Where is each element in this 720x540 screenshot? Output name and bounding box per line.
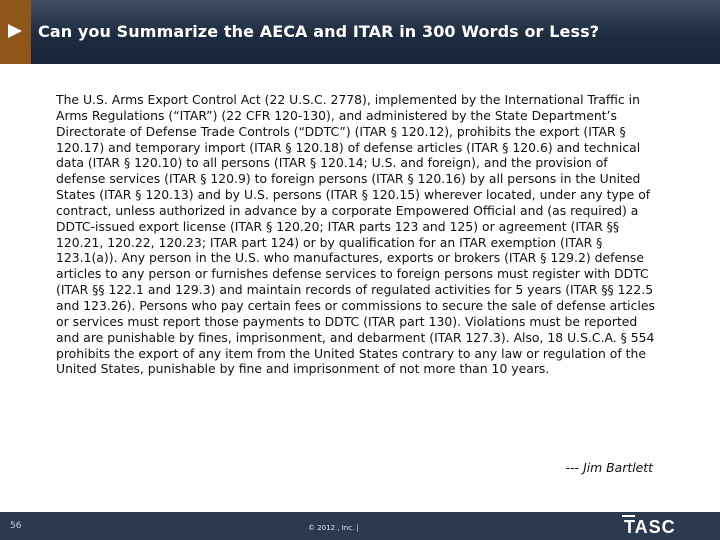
play-triangle-icon xyxy=(8,24,22,38)
tasc-logo xyxy=(616,512,700,540)
slide-number: 56 xyxy=(10,521,22,531)
attribution-name: Jim Bartlett xyxy=(583,460,653,475)
attribution-prefix: --- xyxy=(565,460,584,475)
tasc-logo-text: TASC xyxy=(624,517,676,537)
attribution xyxy=(566,460,653,475)
slide-title: Can you Summarize the AECA and ITAR in 300 Words or Less? xyxy=(38,22,600,41)
footer-bar xyxy=(0,512,720,540)
body-paragraph: The U.S. Arms Export Control Act (22 U.S.C. 2778), implemented by the International Traffic in Arms Regulations (“ITAR”) (22 CFR 120-130), and administered by the State Department’s Directorate of Defense Trade Controls (“DDTC”) (ITAR § 120.12), prohibits the export (ITAR § 120.17) and temporary import (ITAR § 120.18) of defense articles (ITAR § 120.6) and technical data (ITAR § 120.10) to all persons (ITAR § 120.14; U.S. and foreign), and the provision of defense services (ITAR § 120.9) to foreign persons (ITAR § 120.16) by all persons in the United States (ITAR § 120.13) and by U.S. persons (ITAR § 120.15) wherever located, under any type of contract, unless authorized in advance by a corporate Empowered Official and (as required) a DDTC-issued export license (ITAR § 120.20; ITAR parts 123 and 125) or agreement (ITAR §§ 120.21, 120.22, 120.23; ITAR part 124) or by qualification for an ITAR exemption (ITAR § 123.1(a)). Any person in the U.S. who manufactures, exports or brokers (ITAR § 129.2) defense articles to any person or furnishes defense services to foreign persons must register with DDTC (ITAR §§ 122.1 and 129.3) and maintain records of regulated activities for 5 years (ITAR §§ 122.5 and 123.26). Persons who pay certain fees or commissions to secure the sale of defense articles or services must report those payments to DDTC (ITAR part 130). Violations must be reported and are punishable by fines, imprisonment, and debarment (ITAR 127.3). Also, 18 U.S.C.A. § 554 prohibits the export of any item from the United States contrary to any law or regulation of the United States, punishable by fine and imprisonment of not more than 10 years. xyxy=(56,92,655,377)
copyright-text: © 2012 , Inc. | xyxy=(308,524,359,532)
